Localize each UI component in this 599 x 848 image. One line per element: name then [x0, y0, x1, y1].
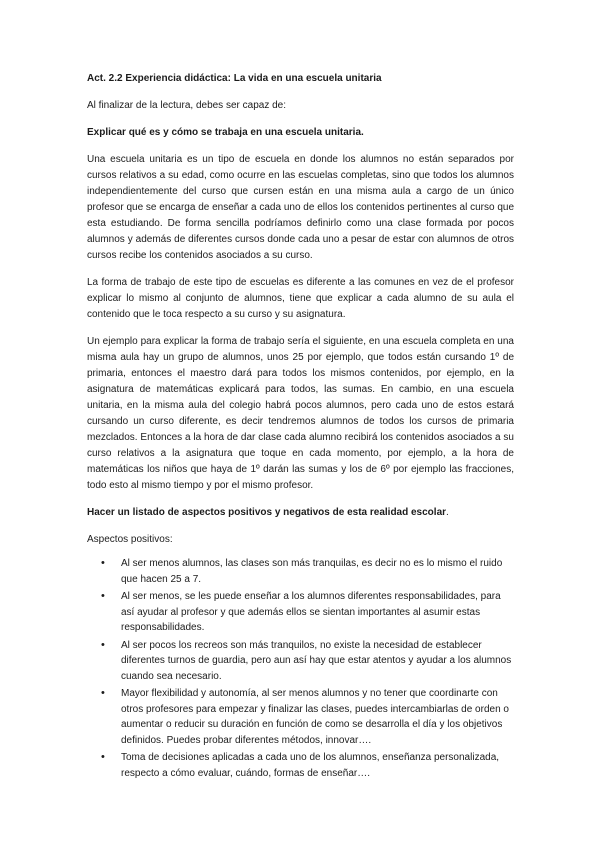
- section-heading-definition: Explicar qué es y cómo se trabaja en una escuela unitaria.: [87, 127, 364, 138]
- bullet-icon: •: [101, 751, 105, 763]
- positives-list: [87, 556, 514, 781]
- list-item-text: Toma de decisiones aplicadas a cada uno de los alumnos, enseñanza personalizada, respecto a cómo evaluar, cuándo, formas de enseñar….: [121, 752, 500, 779]
- bullet-icon: •: [101, 590, 105, 602]
- list-item-text: Mayor flexibilidad y autonomía, al ser menos alumnos y no tener que coordinarte con otros profesores para empezar y finalizar las clases, puedes intercambiarlas de orden o aumentar o reducir su duración en función de como se desarrolla el día y los objetivos definidos. Puedes probar diferentes métodos, innovar….: [121, 688, 509, 746]
- list-item-text: Al ser pocos los recreos son más tranquilos, no existe la necesidad de establecer diferentes turnos de guardia, pero aun así hay que estar atentos y ayudar a los alumnos cuando sea necesario.: [121, 639, 512, 682]
- paragraph-work-method: La forma de trabajo de este tipo de escuelas es diferente a las comunes en vez de el profesor explicar lo mismo al conjunto de alumnos, tiene que explicar a cada alumno de su aula el contenido que le toca respecto a su curso y su asignatura.: [87, 277, 514, 320]
- positives-label: Aspectos positivos:: [87, 534, 173, 545]
- section-heading-pros-cons: [87, 505, 514, 521]
- bullet-icon: •: [101, 638, 105, 651]
- bullet-icon: •: [101, 557, 105, 569]
- bullet-icon: •: [101, 687, 105, 699]
- list-item: [87, 686, 514, 748]
- section-heading-period: .: [446, 507, 449, 518]
- paragraph-example: Un ejemplo para explicar la forma de trabajo sería el siguiente, en una escuela completa en una misma aula hay un grupo de alumnos, unos 25 por ejemplo, que todos están cursando 1º de primaria, entonces el maestro dará para todos los mismos contenidos, por ejemplo, en la asignatura de matemáticas explicará para todos, las sumas. En cambio, en una escuela unitaria, en la misma aula del colegio habrá pocos alumnos, pero cada uno de estos estará cursando un curso diferente, es decir tendremos alumnos de todos los cursos de primaria mezclados. Entonces a la hora de dar clase cada alumno recibirá los contenidos asociados a su curso relativos a la asignatura que toque en cada momento, por ejemplo, a la hora de matemáticas los niños que haya de 1º darán las sumas y los de 6º por ejemplo las fracciones, todo esto al mismo tiempo y por el mismo profesor.: [87, 336, 514, 491]
- list-item: [87, 750, 514, 781]
- intro-text: Al finalizar de la lectura, debes ser capaz de:: [87, 100, 286, 111]
- list-item-text: Al ser menos alumnos, las clases son más tranquilas, es decir no es lo mismo el ruido que hacen 25 a 7.: [121, 558, 503, 585]
- section-heading-pros-cons-text: Hacer un listado de aspectos positivos y negativos de esta realidad escolar: [87, 507, 447, 518]
- document-body: [87, 71, 514, 783]
- list-item: [87, 589, 514, 636]
- activity-title: Act. 2.2 Experiencia didáctica: La vida en una escuela unitaria: [87, 73, 382, 84]
- paragraph-definition: Una escuela unitaria es un tipo de escuela en donde los alumnos no están separados por cursos relativos a su edad, como ocurre en las escuelas completas, sino que todos los alumnos independientemente del curso que cursen están en una misma aula a cargo de un único profesor que se encarga de enseñar a cada uno de ellos los contenidos pertinentes al curso que esta estudiando. De forma sencilla podríamos definirlo como una clase formada por pocos alumnos y además de diferentes cursos donde cada uno a pesar de estar con alumnos de otros cursos recibe los contenidos asociados a su curso.: [87, 154, 514, 261]
- list-item-text: Al ser menos, se les puede enseñar a los alumnos diferentes responsabilidades, para así ayudar al profesor y que además ellos se sientan importantes al asumir estas responsabilidades.: [121, 591, 501, 633]
- list-item: [87, 556, 514, 587]
- list-item: [87, 638, 514, 685]
